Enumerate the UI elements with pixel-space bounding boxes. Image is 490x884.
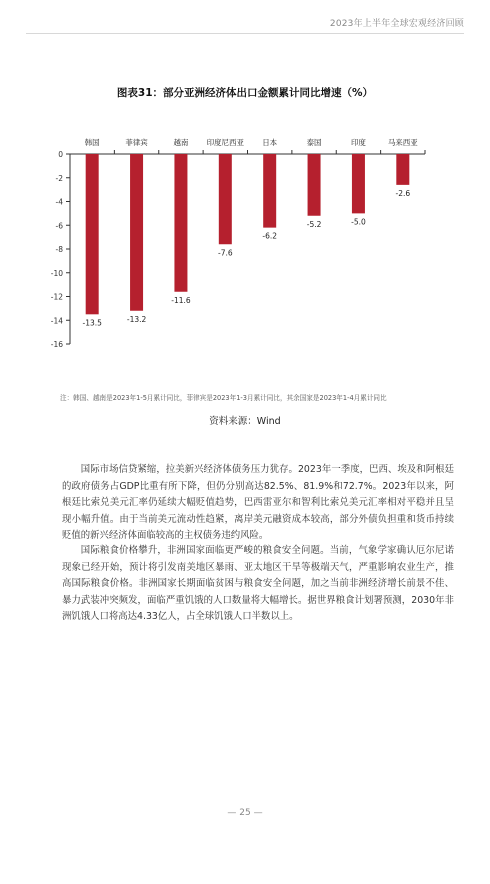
data-label: -13.2 (126, 314, 147, 324)
bar (174, 154, 187, 292)
page-number: — 25 — (227, 808, 263, 818)
paragraph-food: 国际粮食价格攀升，非洲国家面临更严峻的粮食安全问题。当前，气象学家确认厄尔尼诺现象已经开始，预计将引发南美地区暴雨、亚太地区干旱等极端天气，严重影响农业生产，推高国际粮食价格。非洲国家长期面临贫困与粮食安全问题，加之当前非洲经济增长前景不佳、暴力武装冲突频发，面临严重饥饿的人口数量将大幅增长。据世界粮食计划署预测，2030年非洲饥饿人口将高达4.33亿人，占全球饥饿人口半数以上。 (62, 545, 454, 622)
bar (396, 154, 409, 185)
chart-note: 注：韩国、越南是2023年1-5月累计同比，菲律宾是2023年1-3月累计同比，其余国家是2023年1-4月累计同比 (60, 394, 387, 402)
y-tick-label: -10 (50, 268, 63, 278)
data-label: -7.6 (217, 248, 233, 258)
y-tick-label: -12 (50, 292, 63, 302)
category-label: 泰国 (306, 138, 322, 147)
y-tick-label: -8 (55, 245, 63, 254)
header-divider (26, 33, 464, 34)
bar (219, 154, 232, 244)
y-tick-label: -6 (55, 221, 63, 231)
y-tick-label: -4 (55, 197, 63, 207)
data-label: -2.6 (395, 188, 411, 198)
data-label: -5.0 (351, 217, 366, 227)
bar (86, 154, 99, 314)
y-tick-label: -2 (55, 173, 63, 183)
y-tick-label: -14 (50, 316, 63, 326)
y-tick-label: 0 (58, 150, 63, 159)
category-label: 菲律宾 (125, 138, 148, 147)
header-title: 2023年上半年全球宏观经济回顾 (329, 19, 464, 29)
category-label: 越南 (173, 138, 189, 147)
bar (263, 154, 276, 228)
category-label: 日本 (262, 138, 278, 147)
paragraph-debt: 国际市场信贷紧缩，拉美新兴经济体债务压力犹存。2023年一季度，巴西、埃及和阿根廷的政府债务占GDP比重有所下降，但仍分别高达82.5%、81.9%和72.7%。2023年以来，阿根廷比索兑美元汇率仍延续大幅贬值趋势，巴西雷亚尔和智利比索兑美元汇率相对平稳并且呈现小幅升值。由于当前美元流动性趋紧，离岸美元融资成本较高，部分外债负担重和货币持续贬值的新兴经济体面临较高的主权债务违约风险。 (62, 464, 454, 541)
chart-source: 资料来源：Wind (209, 416, 281, 427)
bar (130, 154, 143, 311)
data-label: -11.6 (171, 295, 191, 305)
category-label: 韩国 (84, 138, 100, 147)
bar-chart (30, 130, 450, 360)
chart-title: 图表31：部分亚洲经济体出口金额累计同比增速（%） (116, 87, 374, 99)
data-label: -5.2 (306, 219, 322, 229)
data-label: -6.2 (262, 231, 278, 241)
data-label: -13.5 (82, 318, 102, 328)
bar (308, 154, 321, 216)
y-tick-label: -16 (50, 340, 63, 349)
category-label: 印度 (350, 138, 366, 147)
category-label: 印度尼西亚 (206, 138, 245, 147)
bar (352, 154, 365, 213)
category-label: 马来西亚 (387, 138, 418, 147)
